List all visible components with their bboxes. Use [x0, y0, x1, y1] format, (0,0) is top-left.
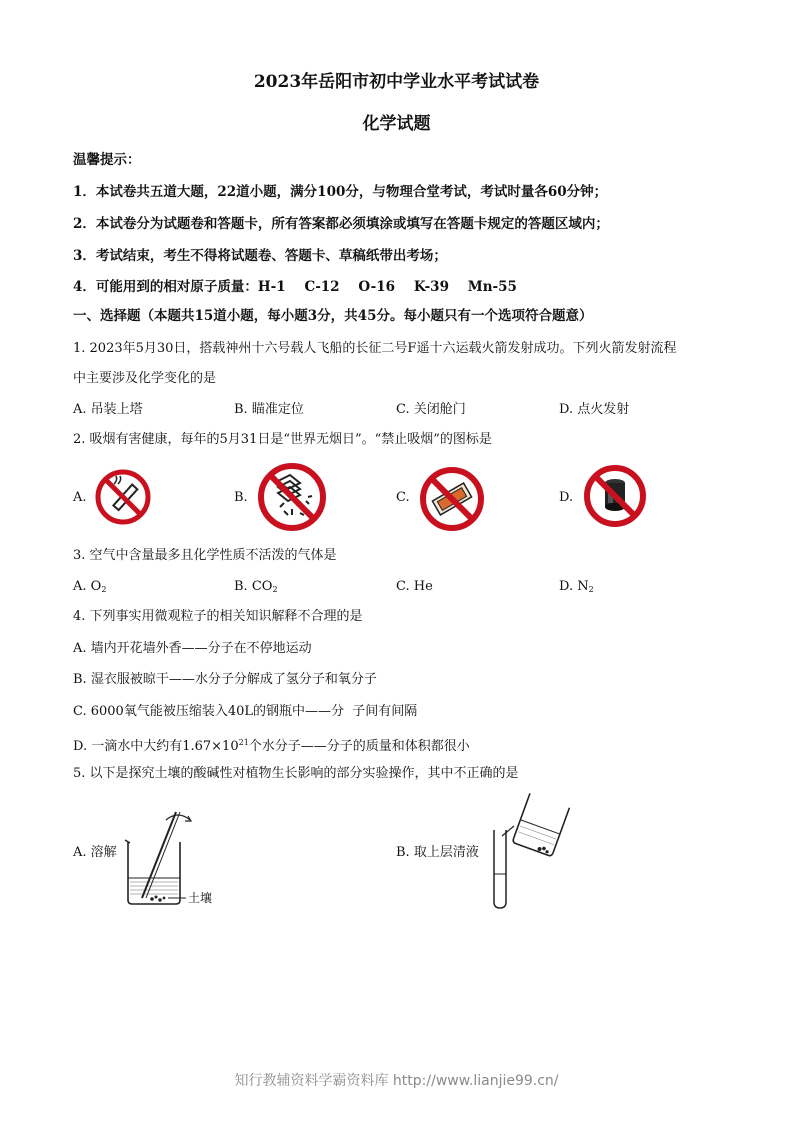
question-3-stem: 3. 空气中含量最多且化学性质不活泼的气体是: [73, 548, 337, 563]
notice-heading: 温馨提示：: [73, 152, 141, 168]
question-4-option-d: D. 一滴水中大约有$1.67\times 10^{21}$个水分子——分子的质量和体积都很小: [73, 738, 470, 754]
footer-watermark: 知行教辅资料学霸资料库 http://www.lianjie99.cn/: [234, 1073, 559, 1089]
section-1-heading: 一、选择题（本题共15道小题，每小题3分，共45分。每小题只有一个选项符合题意）: [73, 308, 593, 324]
question-2-stem: 2. 吸烟有害健康，每年的5月31日是“世界无烟日”。“禁止吸烟”的图标是: [73, 432, 492, 447]
question-3-option-d: D. $N_2$: [559, 579, 594, 594]
question-4-option-c: C. 6000氧气能被压缩装入40L的钢瓶中——分 子间有间隔: [73, 704, 418, 719]
question-4-option-b: B. 湿衣服被晾干——水分子分解成了氢分子和氧分子: [73, 672, 377, 687]
question-3-option-c: C. He: [396, 579, 433, 594]
question-4-option-a: A. 墙内开花墙外香——分子在不停地运动: [73, 641, 312, 656]
soil-label: 土壤: [188, 891, 213, 905]
question-1-option-d: D. 点火发射: [559, 402, 630, 417]
question-2-option-b: B.: [234, 490, 248, 505]
question-2-option-c: C.: [396, 490, 410, 505]
question-2-option-a: A.: [73, 490, 87, 505]
question-1-option-a: A. 吊装上塔: [73, 402, 143, 417]
question-3-option-b: B. $CO_2$: [234, 579, 278, 594]
question-4-stem: 4. 下列事实用微观粒子的相关知识解释不合理的是: [73, 609, 363, 624]
question-1-option-c: C. 关闭舱门: [396, 402, 466, 417]
no-smoking-sign-icon: [94, 468, 152, 526]
notice-item-1: 1．本试卷共五道大题，22道小题，满分100分，与物理合堂考试，考试时量各60分钟；: [73, 184, 608, 200]
no-dumping-sign-icon: [582, 463, 648, 529]
question-5-option-b: B. 取上层清液: [396, 845, 479, 860]
decanting-supernatant-illustration: [486, 790, 576, 912]
question-1-line-1: 1. 2023年5月30日，搭载神州十六号载人飞船的长征二号F遥十六运载火箭发射成功。下列火箭发射流程: [73, 341, 677, 356]
question-5-option-a: A. 溶解: [73, 845, 117, 860]
question-2-option-d: D.: [559, 490, 574, 505]
question-5-stem: 5. 以下是探究土壤的酸碱性对植物生长影响的部分实验操作，其中不正确的是: [73, 766, 519, 781]
question-1-option-b: B. 瞄准定位: [234, 402, 304, 417]
notice-item-4: 4．可能用到的相对原子质量：H-1 C-12 O-16 K-39 Mn-55: [73, 279, 517, 295]
question-1-line-2: 中主要涉及化学变化的是: [73, 371, 217, 386]
exam-subtitle: 化学试题: [362, 114, 431, 134]
notice-item-3: 3．考试结束，考生不得将试题卷、答题卡、草稿纸带出考场；: [73, 248, 447, 264]
question-3-option-a: A. $O_2$: [73, 579, 107, 594]
exam-title: 2023年岳阳市初中学业水平考试试卷: [253, 72, 540, 92]
no-matches-sign-icon: [418, 465, 486, 533]
notice-item-2: 2．本试卷分为试题卷和答题卡，所有答案都必须填涂或填写在答题卡规定的答题区域内；: [73, 216, 609, 232]
no-fireworks-sign-icon: [256, 461, 328, 533]
